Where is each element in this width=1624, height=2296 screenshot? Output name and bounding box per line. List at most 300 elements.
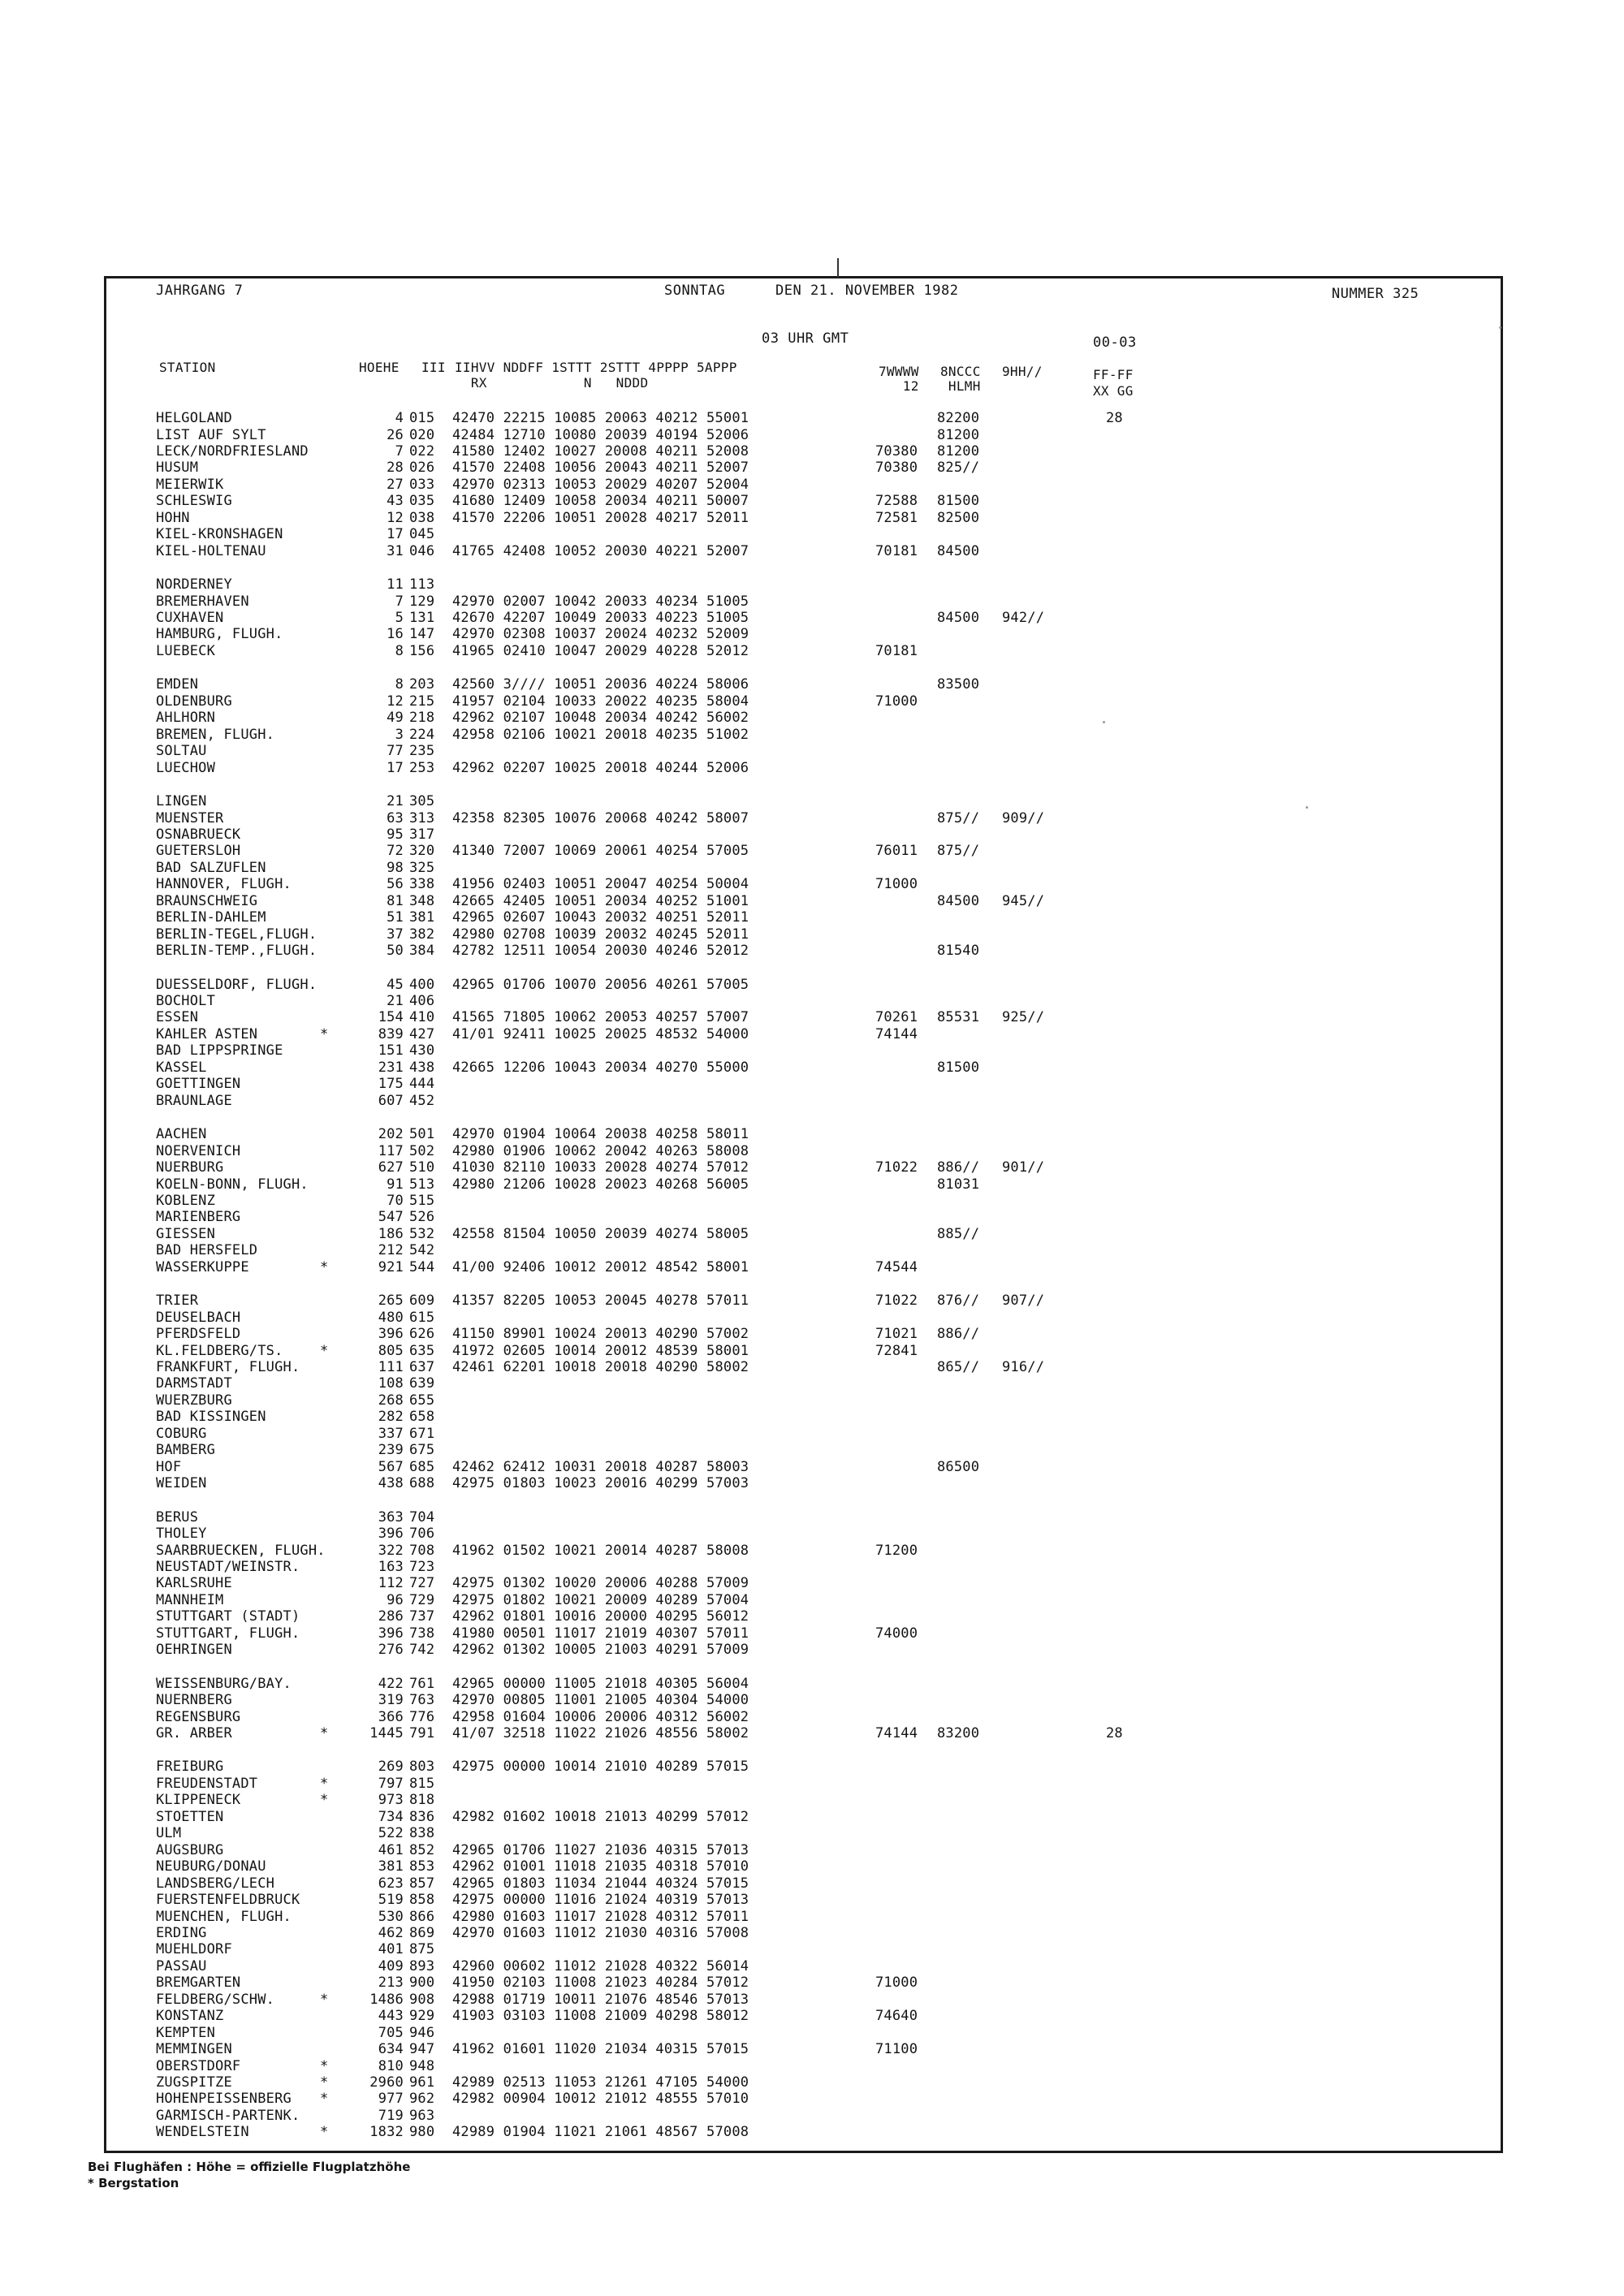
station-name: FUERSTENFELDBRUCK bbox=[156, 1892, 300, 1908]
synop-groups: 42982 00904 10012 21012 48555 57010 bbox=[452, 2091, 749, 2108]
table-row bbox=[0, 1459, 1624, 1475]
synop-groups: 42989 01904 11021 21061 48567 57008 bbox=[452, 2124, 749, 2141]
station-index: 948 bbox=[409, 2057, 435, 2074]
station-height: 623 bbox=[378, 1875, 404, 1892]
station-index: 706 bbox=[409, 1526, 435, 1542]
col-station: STATION bbox=[159, 360, 216, 375]
station-height: 627 bbox=[378, 1159, 404, 1176]
group-8nccc: 81500 bbox=[937, 1059, 980, 1076]
station-name: REGENSBURG bbox=[156, 1708, 241, 1725]
station-index: 129 bbox=[409, 593, 435, 610]
station-index: 637 bbox=[409, 1359, 435, 1375]
group-8nccc: 886// bbox=[937, 1326, 980, 1343]
group-8nccc: 886// bbox=[937, 1159, 980, 1176]
col-codes-sub: RX N NDDD bbox=[455, 375, 649, 391]
table-row bbox=[0, 893, 1624, 909]
group-8nccc: 885// bbox=[937, 1225, 980, 1242]
synop-groups: 42982 01602 10018 21013 40299 57012 bbox=[452, 1808, 749, 1825]
station-index: 317 bbox=[409, 826, 435, 843]
group-8nccc: 81200 bbox=[937, 442, 980, 460]
station-index: 658 bbox=[409, 1409, 435, 1426]
station-height: 547 bbox=[378, 1209, 404, 1226]
table-row bbox=[0, 526, 1624, 542]
group-9hh: 942// bbox=[1002, 610, 1045, 626]
synop-groups: 41962 01601 11020 21034 40315 57015 bbox=[452, 2041, 749, 2057]
station-name: ESSEN bbox=[156, 1009, 199, 1026]
table-row bbox=[0, 1858, 1624, 1875]
station-height: 282 bbox=[378, 1409, 404, 1426]
station-name: BREMGARTEN bbox=[156, 1974, 241, 1992]
station-index: 875 bbox=[409, 1941, 435, 1958]
table-row bbox=[0, 2058, 1624, 2074]
station-height: 396 bbox=[378, 1625, 404, 1642]
station-height: 16 bbox=[387, 626, 404, 643]
station-height: 96 bbox=[387, 1591, 404, 1608]
table-row bbox=[0, 460, 1624, 476]
station-height: 396 bbox=[378, 1526, 404, 1542]
col-ff: FF-FF bbox=[1093, 367, 1134, 382]
station-name: TRIER bbox=[156, 1293, 199, 1310]
mountain-mark: * bbox=[320, 1342, 329, 1359]
station-height: 977 bbox=[378, 2091, 404, 2108]
synop-groups: 42484 12710 10080 20039 40194 52006 bbox=[452, 426, 749, 443]
station-height: 268 bbox=[378, 1392, 404, 1409]
group-7wwww: 74640 bbox=[875, 2008, 918, 2025]
station-index: 655 bbox=[409, 1392, 435, 1409]
synop-groups: 41680 12409 10058 20034 40211 50007 bbox=[452, 493, 749, 510]
station-index: 776 bbox=[409, 1708, 435, 1725]
col-hoehe: HOEHE bbox=[359, 360, 400, 375]
station-name: NORDERNEY bbox=[156, 576, 232, 593]
table-row bbox=[0, 1608, 1624, 1625]
station-height: 163 bbox=[378, 1558, 404, 1575]
mountain-mark: * bbox=[320, 2124, 329, 2141]
group-ff: 28 bbox=[1106, 1725, 1123, 1741]
station-name: EMDEN bbox=[156, 676, 199, 693]
station-height: 337 bbox=[378, 1425, 404, 1442]
station-index: 729 bbox=[409, 1591, 435, 1608]
synop-groups: 42965 01706 10070 20056 40261 57005 bbox=[452, 976, 749, 993]
station-height: 519 bbox=[378, 1892, 404, 1908]
synop-groups: 42960 00602 11012 21028 40322 56014 bbox=[452, 1957, 749, 1974]
station-height: 462 bbox=[378, 1924, 404, 1941]
mountain-mark: * bbox=[320, 2074, 329, 2091]
station-name: HOF bbox=[156, 1458, 182, 1475]
station-index: 742 bbox=[409, 1642, 435, 1659]
station-name: BAD LIPPSPRINGE bbox=[156, 1042, 283, 1060]
station-name: GOETTINGEN bbox=[156, 1076, 241, 1093]
table-row bbox=[0, 1426, 1624, 1442]
mountain-mark: * bbox=[320, 1792, 329, 1809]
station-height: 567 bbox=[378, 1458, 404, 1475]
station-index: 609 bbox=[409, 1293, 435, 1310]
station-height: 31 bbox=[387, 542, 404, 559]
station-index: 253 bbox=[409, 759, 435, 776]
synop-groups: 42962 01801 10016 20000 40295 56012 bbox=[452, 1608, 749, 1625]
table-row bbox=[0, 909, 1624, 926]
synop-groups: 41570 22408 10056 20043 40211 52007 bbox=[452, 460, 749, 477]
synop-groups: 42470 22215 10085 20063 40212 55001 bbox=[452, 410, 749, 426]
group-7wwww: 71022 bbox=[875, 1293, 918, 1310]
station-name: BREMERHAVEN bbox=[156, 593, 249, 610]
station-index: 046 bbox=[409, 542, 435, 559]
station-index: 430 bbox=[409, 1042, 435, 1060]
table-row bbox=[0, 1042, 1624, 1059]
station-height: 322 bbox=[378, 1542, 404, 1559]
station-height: 973 bbox=[378, 1792, 404, 1809]
station-height: 286 bbox=[378, 1608, 404, 1625]
station-name: ZUGSPITZE bbox=[156, 2074, 232, 2091]
station-height: 56 bbox=[387, 876, 404, 893]
synop-groups: 41030 82110 10033 20028 40274 57012 bbox=[452, 1159, 749, 1176]
station-index: 929 bbox=[409, 2008, 435, 2025]
table-row bbox=[0, 860, 1624, 876]
station-name: MUEHLDORF bbox=[156, 1941, 232, 1958]
synop-groups: 41150 89901 10024 20013 40290 57002 bbox=[452, 1326, 749, 1343]
mountain-mark: * bbox=[320, 1258, 329, 1275]
station-index: 020 bbox=[409, 426, 435, 443]
station-height: 366 bbox=[378, 1708, 404, 1725]
station-height: 63 bbox=[387, 809, 404, 826]
station-index: 022 bbox=[409, 442, 435, 460]
group-7wwww: 72841 bbox=[875, 1342, 918, 1359]
station-name: STUTTGART, FLUGH. bbox=[156, 1625, 300, 1642]
station-height: 810 bbox=[378, 2057, 404, 2074]
station-name: BOCHOLT bbox=[156, 993, 216, 1009]
station-index: 382 bbox=[409, 926, 435, 943]
station-height: 70 bbox=[387, 1192, 404, 1209]
station-height: 1445 bbox=[369, 1725, 404, 1741]
station-index: 688 bbox=[409, 1475, 435, 1492]
group-8nccc: 875// bbox=[937, 809, 980, 826]
group-7wwww: 72581 bbox=[875, 509, 918, 526]
station-height: 213 bbox=[378, 1974, 404, 1992]
station-height: 12 bbox=[387, 509, 404, 526]
table-row bbox=[0, 1242, 1624, 1258]
station-name: NEUBURG/DONAU bbox=[156, 1858, 266, 1875]
synop-groups: 42970 00805 11001 21005 40304 54000 bbox=[452, 1692, 749, 1709]
station-name: THOLEY bbox=[156, 1526, 207, 1542]
synop-groups: 42962 02107 10048 20034 40242 56002 bbox=[452, 710, 749, 727]
station-index: 763 bbox=[409, 1692, 435, 1709]
table-row bbox=[0, 1259, 1624, 1275]
station-index: 452 bbox=[409, 1092, 435, 1109]
synop-groups: 42665 42405 10051 20034 40252 51001 bbox=[452, 892, 749, 909]
station-index: 113 bbox=[409, 576, 435, 593]
station-index: 320 bbox=[409, 843, 435, 860]
group-8nccc: 875// bbox=[937, 843, 980, 860]
table-row bbox=[0, 643, 1624, 659]
station-height: 231 bbox=[378, 1059, 404, 1076]
synop-groups: 42975 01803 10023 20016 40299 57003 bbox=[452, 1475, 749, 1492]
table-row bbox=[0, 493, 1624, 509]
station-name: NUERNBERG bbox=[156, 1692, 232, 1709]
synop-groups: 42980 01603 11017 21028 40312 57011 bbox=[452, 1908, 749, 1925]
station-index: 035 bbox=[409, 493, 435, 510]
station-name: MEMMINGEN bbox=[156, 2041, 232, 2057]
station-index: 384 bbox=[409, 943, 435, 960]
station-index: 708 bbox=[409, 1542, 435, 1559]
group-7wwww: 70181 bbox=[875, 642, 918, 659]
station-name: AACHEN bbox=[156, 1126, 207, 1143]
station-name: STOETTEN bbox=[156, 1808, 224, 1825]
station-height: 202 bbox=[378, 1126, 404, 1143]
table-row bbox=[0, 2041, 1624, 2057]
station-index: 962 bbox=[409, 2091, 435, 2108]
station-height: 607 bbox=[378, 1092, 404, 1109]
station-height: 37 bbox=[387, 926, 404, 943]
group-9hh: 916// bbox=[1002, 1359, 1045, 1375]
station-name: FREIBURG bbox=[156, 1759, 224, 1776]
table-row bbox=[0, 2008, 1624, 2024]
station-name: AUGSBURG bbox=[156, 1841, 224, 1858]
station-name: NEUSTADT/WEINSTR. bbox=[156, 1558, 300, 1575]
station-height: 719 bbox=[378, 2107, 404, 2124]
station-name: KOBLENZ bbox=[156, 1192, 216, 1209]
station-name: ULM bbox=[156, 1825, 182, 1842]
station-index: 893 bbox=[409, 1957, 435, 1974]
station-height: 269 bbox=[378, 1759, 404, 1776]
station-index: 946 bbox=[409, 2024, 435, 2041]
synop-groups: 42965 02607 10043 20032 40251 52011 bbox=[452, 909, 749, 926]
table-row bbox=[0, 410, 1624, 426]
group-7wwww: 74000 bbox=[875, 1625, 918, 1642]
footnote-mountain: * Bergstation bbox=[88, 2176, 179, 2190]
station-index: 858 bbox=[409, 1892, 435, 1908]
group-8nccc: 81200 bbox=[937, 426, 980, 443]
synop-groups: 42958 01604 10006 20006 40312 56002 bbox=[452, 1708, 749, 1725]
table-row bbox=[0, 1076, 1624, 1092]
table-row bbox=[0, 1875, 1624, 1892]
station-index: 406 bbox=[409, 993, 435, 1009]
station-height: 151 bbox=[378, 1042, 404, 1060]
table-row bbox=[0, 1792, 1624, 1808]
table-row bbox=[0, 676, 1624, 693]
station-name: LECK/NORDFRIESLAND bbox=[156, 442, 309, 460]
col-codes: IIHVV NDDFF 1STTT 2STTT 4PPPP 5APPP bbox=[455, 360, 737, 375]
station-height: 797 bbox=[378, 1775, 404, 1792]
station-name: LINGEN bbox=[156, 793, 207, 809]
synop-groups: 42461 62201 10018 20018 40290 58002 bbox=[452, 1359, 749, 1375]
group-7wwww: 74144 bbox=[875, 1025, 918, 1042]
station-name: GIESSEN bbox=[156, 1225, 216, 1242]
station-height: 5 bbox=[395, 610, 404, 626]
station-name: AHLHORN bbox=[156, 710, 216, 727]
station-height: 51 bbox=[387, 909, 404, 926]
station-height: 186 bbox=[378, 1225, 404, 1242]
group-8nccc: 83200 bbox=[937, 1725, 980, 1741]
station-index: 501 bbox=[409, 1126, 435, 1143]
table-row bbox=[0, 2025, 1624, 2041]
station-index: 526 bbox=[409, 1209, 435, 1226]
station-height: 81 bbox=[387, 892, 404, 909]
group-8nccc: 81031 bbox=[937, 1176, 980, 1193]
col-ff-sub: XX GG bbox=[1093, 383, 1134, 399]
station-index: 818 bbox=[409, 1792, 435, 1809]
station-index: 427 bbox=[409, 1025, 435, 1042]
table-row bbox=[0, 1326, 1624, 1342]
group-8nccc: 84500 bbox=[937, 542, 980, 559]
station-name: MARIENBERG bbox=[156, 1209, 241, 1226]
station-height: 3 bbox=[395, 726, 404, 743]
table-row bbox=[0, 1759, 1624, 1775]
synop-groups: 41340 72007 10069 20061 40254 57005 bbox=[452, 843, 749, 860]
station-name: BRAUNLAGE bbox=[156, 1092, 232, 1109]
station-index: 737 bbox=[409, 1608, 435, 1625]
table-row bbox=[0, 427, 1624, 443]
station-name: KIEL-HOLTENAU bbox=[156, 542, 266, 559]
station-index: 947 bbox=[409, 2041, 435, 2057]
synop-groups: 41965 02410 10047 20029 40228 52012 bbox=[452, 642, 749, 659]
table-row bbox=[0, 1343, 1624, 1359]
table-row bbox=[0, 1559, 1624, 1575]
table-row bbox=[0, 826, 1624, 843]
station-height: 26 bbox=[387, 426, 404, 443]
group-7wwww: 71000 bbox=[875, 1974, 918, 1992]
table-row bbox=[0, 1176, 1624, 1193]
station-name: HOHENPEISSENBERG bbox=[156, 2091, 292, 2108]
table-row bbox=[0, 1475, 1624, 1491]
col-7wwww: 7WWWW bbox=[879, 364, 919, 379]
station-name: BAMBERG bbox=[156, 1442, 216, 1459]
table-row bbox=[0, 1093, 1624, 1109]
table-row bbox=[0, 1543, 1624, 1559]
station-index: 224 bbox=[409, 726, 435, 743]
col-iii: III bbox=[421, 360, 446, 375]
station-name: OSNABRUECK bbox=[156, 826, 241, 843]
table-row bbox=[0, 1941, 1624, 1957]
synop-groups: 42970 02313 10053 20029 40207 52004 bbox=[452, 476, 749, 493]
station-name: BERUS bbox=[156, 1508, 199, 1526]
station-name: KIEL-KRONSHAGEN bbox=[156, 526, 283, 543]
table-row bbox=[0, 1676, 1624, 1692]
table-row bbox=[0, 710, 1624, 726]
station-name: LANDSBERG/LECH bbox=[156, 1875, 275, 1892]
station-height: 50 bbox=[387, 943, 404, 960]
table-row bbox=[0, 2108, 1624, 2124]
station-index: 513 bbox=[409, 1176, 435, 1193]
station-index: 836 bbox=[409, 1808, 435, 1825]
group-8nccc: 82200 bbox=[937, 410, 980, 426]
station-name: SAARBRUECKEN, FLUGH. bbox=[156, 1542, 326, 1559]
station-name: DUESSELDORF, FLUGH. bbox=[156, 976, 317, 993]
station-name: WEIDEN bbox=[156, 1475, 207, 1492]
table-row bbox=[0, 1575, 1624, 1591]
col-7wwww-sub: 12 bbox=[879, 378, 919, 394]
synop-groups: 42975 01302 10020 20006 40288 57009 bbox=[452, 1575, 749, 1592]
synop-groups: 42975 00000 10014 21010 40289 57015 bbox=[452, 1759, 749, 1776]
station-name: PASSAU bbox=[156, 1957, 207, 1974]
synop-groups: 42665 12206 10043 20034 40270 55000 bbox=[452, 1059, 749, 1076]
station-name: CUXHAVEN bbox=[156, 610, 224, 626]
station-name: LIST AUF SYLT bbox=[156, 426, 266, 443]
station-index: 761 bbox=[409, 1675, 435, 1692]
group-8nccc: 825// bbox=[937, 460, 980, 477]
group-7wwww: 70380 bbox=[875, 442, 918, 460]
date-label: DEN 21. NOVEMBER 1982 bbox=[775, 283, 959, 299]
group-ff: 28 bbox=[1106, 410, 1123, 426]
group-7wwww: 71021 bbox=[875, 1326, 918, 1343]
group-7wwww: 71000 bbox=[875, 876, 918, 893]
group-8nccc: 86500 bbox=[937, 1458, 980, 1475]
table-row bbox=[0, 1925, 1624, 1941]
table-row bbox=[0, 1392, 1624, 1409]
group-7wwww: 74544 bbox=[875, 1258, 918, 1275]
synop-groups: 42980 01906 10062 20042 40263 58008 bbox=[452, 1142, 749, 1159]
table-row bbox=[0, 1193, 1624, 1209]
table-row bbox=[0, 2091, 1624, 2107]
station-height: 175 bbox=[378, 1076, 404, 1093]
table-row bbox=[0, 510, 1624, 526]
station-height: 422 bbox=[378, 1675, 404, 1692]
table-row bbox=[0, 876, 1624, 892]
synop-groups: 42970 02308 10037 20024 40232 52009 bbox=[452, 626, 749, 643]
synop-groups: 42970 01904 10064 20038 40258 58011 bbox=[452, 1126, 749, 1143]
station-name: MANNHEIM bbox=[156, 1591, 224, 1608]
station-height: 4 bbox=[395, 410, 404, 426]
table-row bbox=[0, 1642, 1624, 1658]
table-row bbox=[0, 593, 1624, 610]
table-row bbox=[0, 1359, 1624, 1375]
station-index: 815 bbox=[409, 1775, 435, 1792]
station-index: 626 bbox=[409, 1326, 435, 1343]
station-height: 276 bbox=[378, 1642, 404, 1659]
synop-groups: 41950 02103 11008 21023 40284 57012 bbox=[452, 1974, 749, 1992]
table-row bbox=[0, 743, 1624, 759]
station-index: 215 bbox=[409, 693, 435, 710]
synop-groups: 42358 82305 10076 20068 40242 58007 bbox=[452, 809, 749, 826]
table-row bbox=[0, 943, 1624, 959]
table-row bbox=[0, 1809, 1624, 1825]
station-index: 838 bbox=[409, 1825, 435, 1842]
station-index: 639 bbox=[409, 1375, 435, 1392]
table-row bbox=[0, 760, 1624, 776]
station-height: 522 bbox=[378, 1825, 404, 1842]
station-name: HUSUM bbox=[156, 460, 199, 477]
station-height: 8 bbox=[395, 642, 404, 659]
station-index: 038 bbox=[409, 509, 435, 526]
table-row bbox=[0, 1992, 1624, 2008]
station-index: 348 bbox=[409, 892, 435, 909]
table-row bbox=[0, 626, 1624, 642]
station-index: 305 bbox=[409, 793, 435, 809]
station-index: 313 bbox=[409, 809, 435, 826]
station-name: DARMSTADT bbox=[156, 1375, 232, 1392]
station-height: 734 bbox=[378, 1808, 404, 1825]
mountain-mark: * bbox=[320, 1025, 329, 1042]
station-height: 7 bbox=[395, 593, 404, 610]
station-height: 108 bbox=[378, 1375, 404, 1392]
station-name: SOLTAU bbox=[156, 743, 207, 760]
group-7wwww: 70261 bbox=[875, 1009, 918, 1026]
table-row bbox=[0, 1958, 1624, 1974]
mountain-mark: * bbox=[320, 1725, 329, 1741]
synop-groups: 42965 01706 11027 21036 40315 57013 bbox=[452, 1841, 749, 1858]
table-row bbox=[0, 543, 1624, 559]
station-height: 705 bbox=[378, 2024, 404, 2041]
group-7wwww: 70181 bbox=[875, 542, 918, 559]
table-row bbox=[0, 1842, 1624, 1858]
table-row bbox=[0, 693, 1624, 710]
station-index: 438 bbox=[409, 1059, 435, 1076]
station-index: 235 bbox=[409, 743, 435, 760]
table-row bbox=[0, 1825, 1624, 1841]
station-height: 11 bbox=[387, 576, 404, 593]
station-height: 239 bbox=[378, 1442, 404, 1459]
table-row bbox=[0, 2124, 1624, 2140]
station-index: 963 bbox=[409, 2107, 435, 2124]
synop-groups: 42965 01803 11034 21044 40324 57015 bbox=[452, 1875, 749, 1892]
